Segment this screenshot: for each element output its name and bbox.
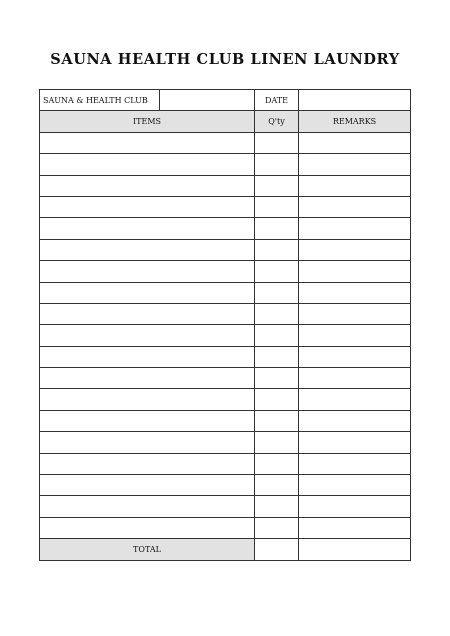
item-field[interactable] — [40, 454, 254, 474]
remarks-field[interactable] — [299, 496, 410, 516]
remarks-field[interactable] — [299, 368, 410, 388]
remarks-field[interactable] — [299, 197, 410, 217]
qty-field[interactable] — [255, 475, 298, 495]
table-row — [40, 218, 411, 239]
qty-field[interactable] — [255, 304, 298, 324]
item-field[interactable] — [40, 432, 254, 452]
total-qty-field[interactable] — [255, 539, 298, 559]
qty-field-cell[interactable] — [255, 346, 299, 367]
table-row — [40, 303, 411, 324]
remarks-field[interactable] — [299, 304, 410, 324]
qty-field[interactable] — [255, 261, 298, 281]
qty-field[interactable] — [255, 197, 298, 217]
item-field-cell[interactable] — [40, 432, 255, 453]
qty-field-cell[interactable] — [255, 218, 299, 239]
total-row — [40, 539, 411, 560]
qty-field-cell[interactable] — [255, 475, 299, 496]
remarks-field-cell[interactable] — [299, 325, 411, 346]
table-row — [40, 261, 411, 282]
qty-field[interactable] — [255, 411, 298, 431]
remarks-field-cell[interactable] — [299, 517, 411, 538]
remarks-field-cell[interactable] — [299, 132, 411, 153]
qty-field[interactable] — [255, 218, 298, 238]
item-field-cell[interactable] — [40, 154, 255, 175]
remarks-field-cell[interactable] — [299, 453, 411, 474]
remarks-field[interactable] — [299, 218, 410, 238]
club-field[interactable] — [160, 90, 254, 110]
qty-field[interactable] — [255, 133, 298, 153]
remarks-field-cell[interactable] — [299, 282, 411, 303]
qty-field-cell[interactable] — [255, 196, 299, 217]
qty-field[interactable] — [255, 454, 298, 474]
qty-field-cell[interactable] — [255, 432, 299, 453]
document-title: SAUNA HEALTH CLUB LINEN LAUNDRY — [50, 51, 400, 68]
qty-field-cell[interactable] — [255, 325, 299, 346]
item-field-cell[interactable] — [40, 389, 255, 410]
qty-field-cell[interactable] — [255, 132, 299, 153]
item-field[interactable] — [40, 240, 254, 260]
item-field[interactable] — [40, 133, 254, 153]
table-row — [40, 453, 411, 474]
qty-field-cell[interactable] — [255, 517, 299, 538]
total-remarks-cell[interactable] — [299, 539, 411, 560]
qty-field[interactable] — [255, 240, 298, 260]
remarks-field[interactable] — [299, 411, 410, 431]
remarks-field-cell[interactable] — [299, 432, 411, 453]
qty-field-cell[interactable] — [255, 154, 299, 175]
remarks-field-cell[interactable] — [299, 196, 411, 217]
table-row — [40, 132, 411, 153]
qty-field[interactable] — [255, 496, 298, 516]
item-field[interactable] — [40, 368, 254, 388]
table-row — [40, 196, 411, 217]
laundry-form-table — [39, 89, 411, 561]
column-header-row — [40, 111, 411, 132]
item-field-cell[interactable] — [40, 496, 255, 517]
remarks-field[interactable] — [299, 240, 410, 260]
item-field[interactable] — [40, 154, 254, 174]
qty-field-cell[interactable] — [255, 410, 299, 431]
item-field-cell[interactable] — [40, 282, 255, 303]
qty-field[interactable] — [255, 154, 298, 174]
total-remarks-field[interactable] — [299, 539, 410, 559]
remarks-field-cell[interactable] — [299, 410, 411, 431]
item-field-cell[interactable] — [40, 196, 255, 217]
table-row — [40, 517, 411, 538]
qty-field-cell[interactable] — [255, 282, 299, 303]
qty-field[interactable] — [255, 368, 298, 388]
qty-field-cell[interactable] — [255, 175, 299, 196]
remarks-field[interactable] — [299, 518, 410, 538]
table-row — [40, 325, 411, 346]
remarks-field[interactable] — [299, 347, 410, 367]
table-row — [40, 368, 411, 389]
item-field[interactable] — [40, 347, 254, 367]
remarks-field-cell[interactable] — [299, 239, 411, 260]
item-field[interactable] — [40, 475, 254, 495]
item-field-cell[interactable] — [40, 325, 255, 346]
item-field-cell[interactable] — [40, 517, 255, 538]
remarks-field-cell[interactable] — [299, 261, 411, 282]
remarks-field[interactable] — [299, 454, 410, 474]
table-row — [40, 410, 411, 431]
qty-column-header: Q'ty — [255, 111, 299, 132]
qty-field[interactable] — [255, 325, 298, 345]
item-field-cell[interactable] — [40, 346, 255, 367]
table-row — [40, 496, 411, 517]
item-field[interactable] — [40, 197, 254, 217]
remarks-field[interactable] — [299, 154, 410, 174]
table-row — [40, 432, 411, 453]
qty-field[interactable] — [255, 432, 298, 452]
date-field[interactable] — [299, 90, 410, 110]
remarks-field-cell[interactable] — [299, 368, 411, 389]
items-column-header: ITEMS — [40, 111, 255, 132]
qty-field-cell[interactable] — [255, 303, 299, 324]
remarks-field-cell[interactable] — [299, 475, 411, 496]
remarks-field-cell[interactable] — [299, 496, 411, 517]
item-field[interactable] — [40, 518, 254, 538]
item-field-cell[interactable] — [40, 368, 255, 389]
date-label: DATE — [255, 90, 299, 111]
item-field-cell[interactable] — [40, 218, 255, 239]
item-field-cell[interactable] — [40, 303, 255, 324]
qty-field[interactable] — [255, 518, 298, 538]
remarks-field-cell[interactable] — [299, 303, 411, 324]
item-field-cell[interactable] — [40, 239, 255, 260]
item-field-cell[interactable] — [40, 261, 255, 282]
remarks-field[interactable] — [299, 133, 410, 153]
qty-field-cell[interactable] — [255, 239, 299, 260]
item-field-cell[interactable] — [40, 475, 255, 496]
qty-field[interactable] — [255, 347, 298, 367]
remarks-field[interactable] — [299, 325, 410, 345]
item-field[interactable] — [40, 496, 254, 516]
total-label: TOTAL — [40, 539, 255, 560]
date-field-cell[interactable] — [299, 90, 411, 111]
item-field-cell[interactable] — [40, 175, 255, 196]
remarks-field-cell[interactable] — [299, 389, 411, 410]
item-field[interactable] — [40, 389, 254, 409]
item-field-cell[interactable] — [40, 132, 255, 153]
qty-field[interactable] — [255, 283, 298, 303]
qty-field[interactable] — [255, 176, 298, 196]
remarks-field-cell[interactable] — [299, 154, 411, 175]
table-row — [40, 346, 411, 367]
qty-field-cell[interactable] — [255, 368, 299, 389]
remarks-field[interactable] — [299, 261, 410, 281]
remarks-field-cell[interactable] — [299, 175, 411, 196]
remarks-field-cell[interactable] — [299, 346, 411, 367]
remarks-field-cell[interactable] — [299, 218, 411, 239]
table-row — [40, 175, 411, 196]
item-field-cell[interactable] — [40, 453, 255, 474]
table-row — [40, 154, 411, 175]
item-field[interactable] — [40, 325, 254, 345]
item-field-cell[interactable] — [40, 410, 255, 431]
qty-field-cell[interactable] — [255, 261, 299, 282]
table-row — [40, 282, 411, 303]
remarks-field[interactable] — [299, 389, 410, 409]
qty-field-cell[interactable] — [255, 496, 299, 517]
remarks-field[interactable] — [299, 475, 410, 495]
item-field[interactable] — [40, 176, 254, 196]
qty-field[interactable] — [255, 389, 298, 409]
header-info-row — [40, 90, 411, 111]
club-field-cell[interactable] — [160, 90, 255, 111]
item-field[interactable] — [40, 304, 254, 324]
table-row — [40, 239, 411, 260]
qty-field-cell[interactable] — [255, 389, 299, 410]
table-row — [40, 389, 411, 410]
table-row — [40, 475, 411, 496]
remarks-field[interactable] — [299, 432, 410, 452]
item-field[interactable] — [40, 283, 254, 303]
total-qty-cell[interactable] — [255, 539, 299, 560]
qty-field-cell[interactable] — [255, 453, 299, 474]
remarks-field[interactable] — [299, 176, 410, 196]
item-field[interactable] — [40, 218, 254, 238]
item-field[interactable] — [40, 411, 254, 431]
club-label: SAUNA & HEALTH CLUB — [40, 90, 160, 111]
remarks-field[interactable] — [299, 283, 410, 303]
remarks-column-header: REMARKS — [299, 111, 411, 132]
item-field[interactable] — [40, 261, 254, 281]
